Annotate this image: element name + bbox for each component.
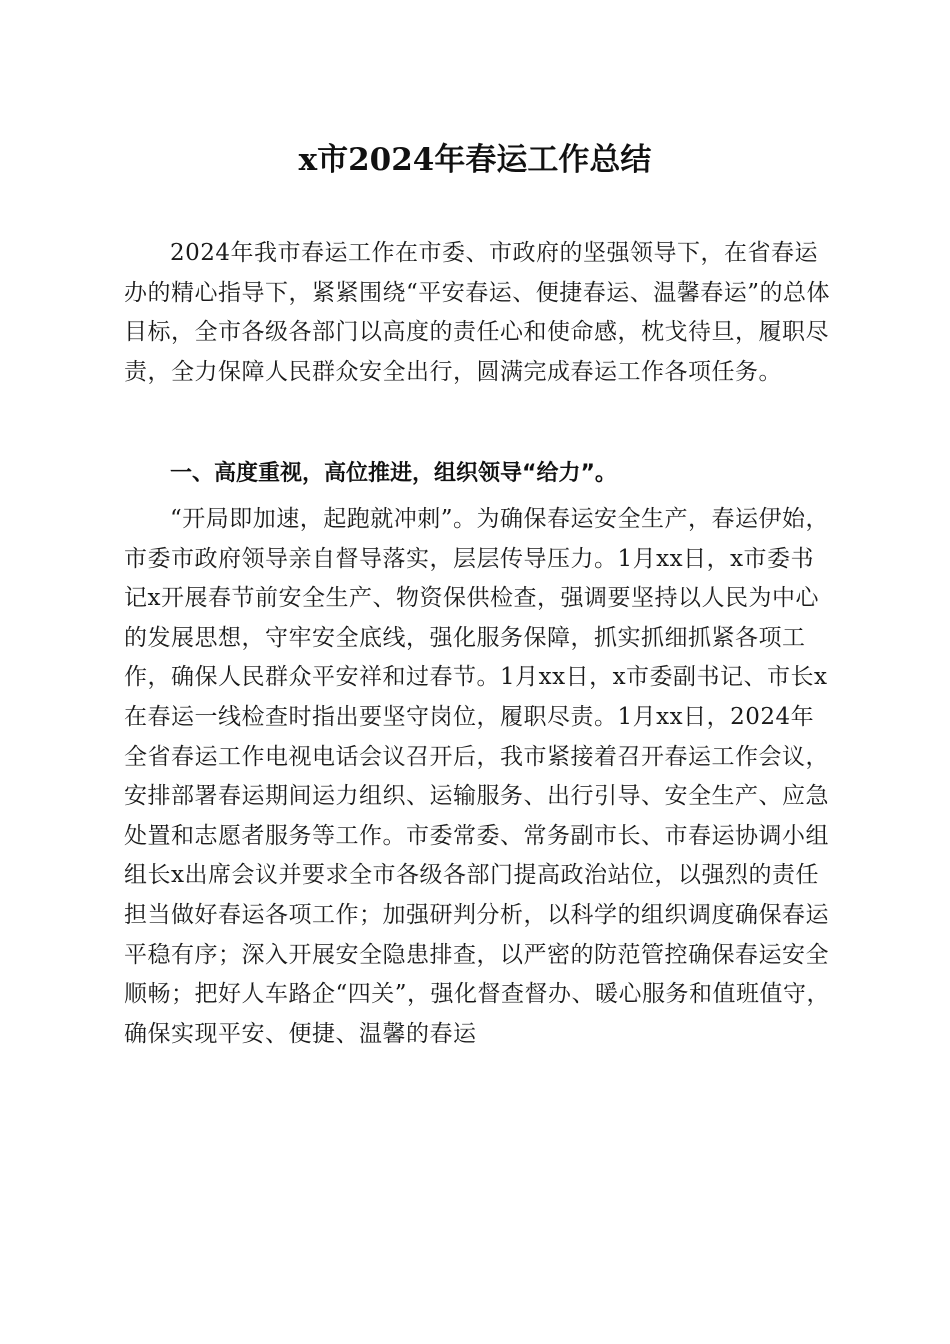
section-heading-1: 一、高度重视，高位推进，组织领导“给力”。 <box>170 461 617 486</box>
document-title: x市2024年春运工作总结 <box>298 142 652 178</box>
section-1-paragraph: “开局即加速，起跑就冲刺”。为确保春运安全生产，春运伊始，市委市政府领导亲自督导落实，层层传导压力。1月xx日，x市委书记x开展春节前安全生产、物资保供检查，强调要坚持以人民为中心的发展思想，守牢安全底线，强化服务保障，抓实抓细抓紧各项工作，确保人民群众平安祥和过春节。1月xx日，x市委副书记、市长x在春运一线检查时指出要坚守岗位，履职尽责。1月xx日，2024年全省春运工作电视电话会议召开后，我市紧接着召开春运工作会议，安排部署春运期间运力组织、运输服务、出行引导、安全生产、应急处置和志愿者服务等工作。市委常委、常务副市长、市春运协调小组组长x出席会议并要求全市各级各部门提高政治站位，以强烈的责任担当做好春运各项工作；加强研判分析，以科学的组织调度确保春运平稳有序；深入开展安全隐患排查，以严密的防范管控确保春运安全顺畅；把好人车路企“四关”，强化督查督办、暖心服务和值班值守，确保实现平安、便捷、温馨的春运 <box>124 506 831 1047</box>
intro-paragraph: 2024年我市春运工作在市委、市政府的坚强领导下，在省春运办的精心指导下，紧紧围绕“平安春运、便捷春运、温馨春运”的总体目标，全市各级各部门以高度的责任心和使命感，枕戈待旦，履职尽责，全力保障人民群众安全出行，圆满完成春运工作各项任务。 <box>124 240 831 385</box>
